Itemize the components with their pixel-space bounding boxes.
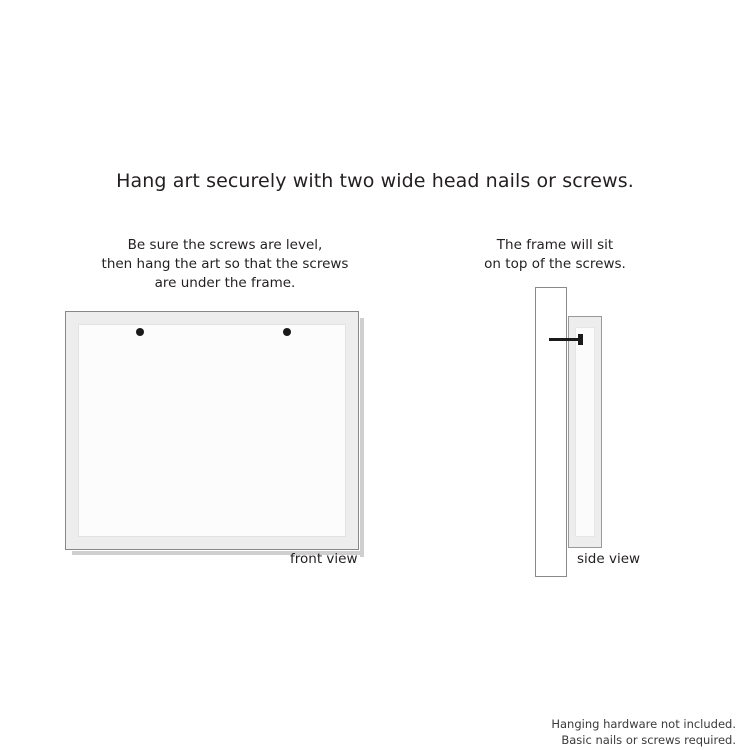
side-view-label: side view [577,551,641,567]
hardware-footnote: Hanging hardware not included. Basic nails or screws required. [551,717,736,747]
front-view-caption: Be sure the screws are level, then hang the art so that the screws are under the frame. [101,237,349,291]
front-view-mat [78,324,346,537]
side-view-wall [535,287,567,577]
screw-shaft-icon [549,338,581,341]
diagram-headline: Hang art securely with two wide head nails or screws. [116,170,634,192]
side-view-mat [575,327,595,537]
screw-head-right-icon [283,328,291,336]
side-view-caption: The frame will sit on top of the screws. [484,237,626,272]
front-view-label: front view [290,551,358,567]
front-view-frame [65,311,359,550]
screw-head-left-icon [136,328,144,336]
screw-head-side-icon [578,334,583,345]
side-view-frame [568,316,602,548]
frame-right-shadow [360,318,364,557]
